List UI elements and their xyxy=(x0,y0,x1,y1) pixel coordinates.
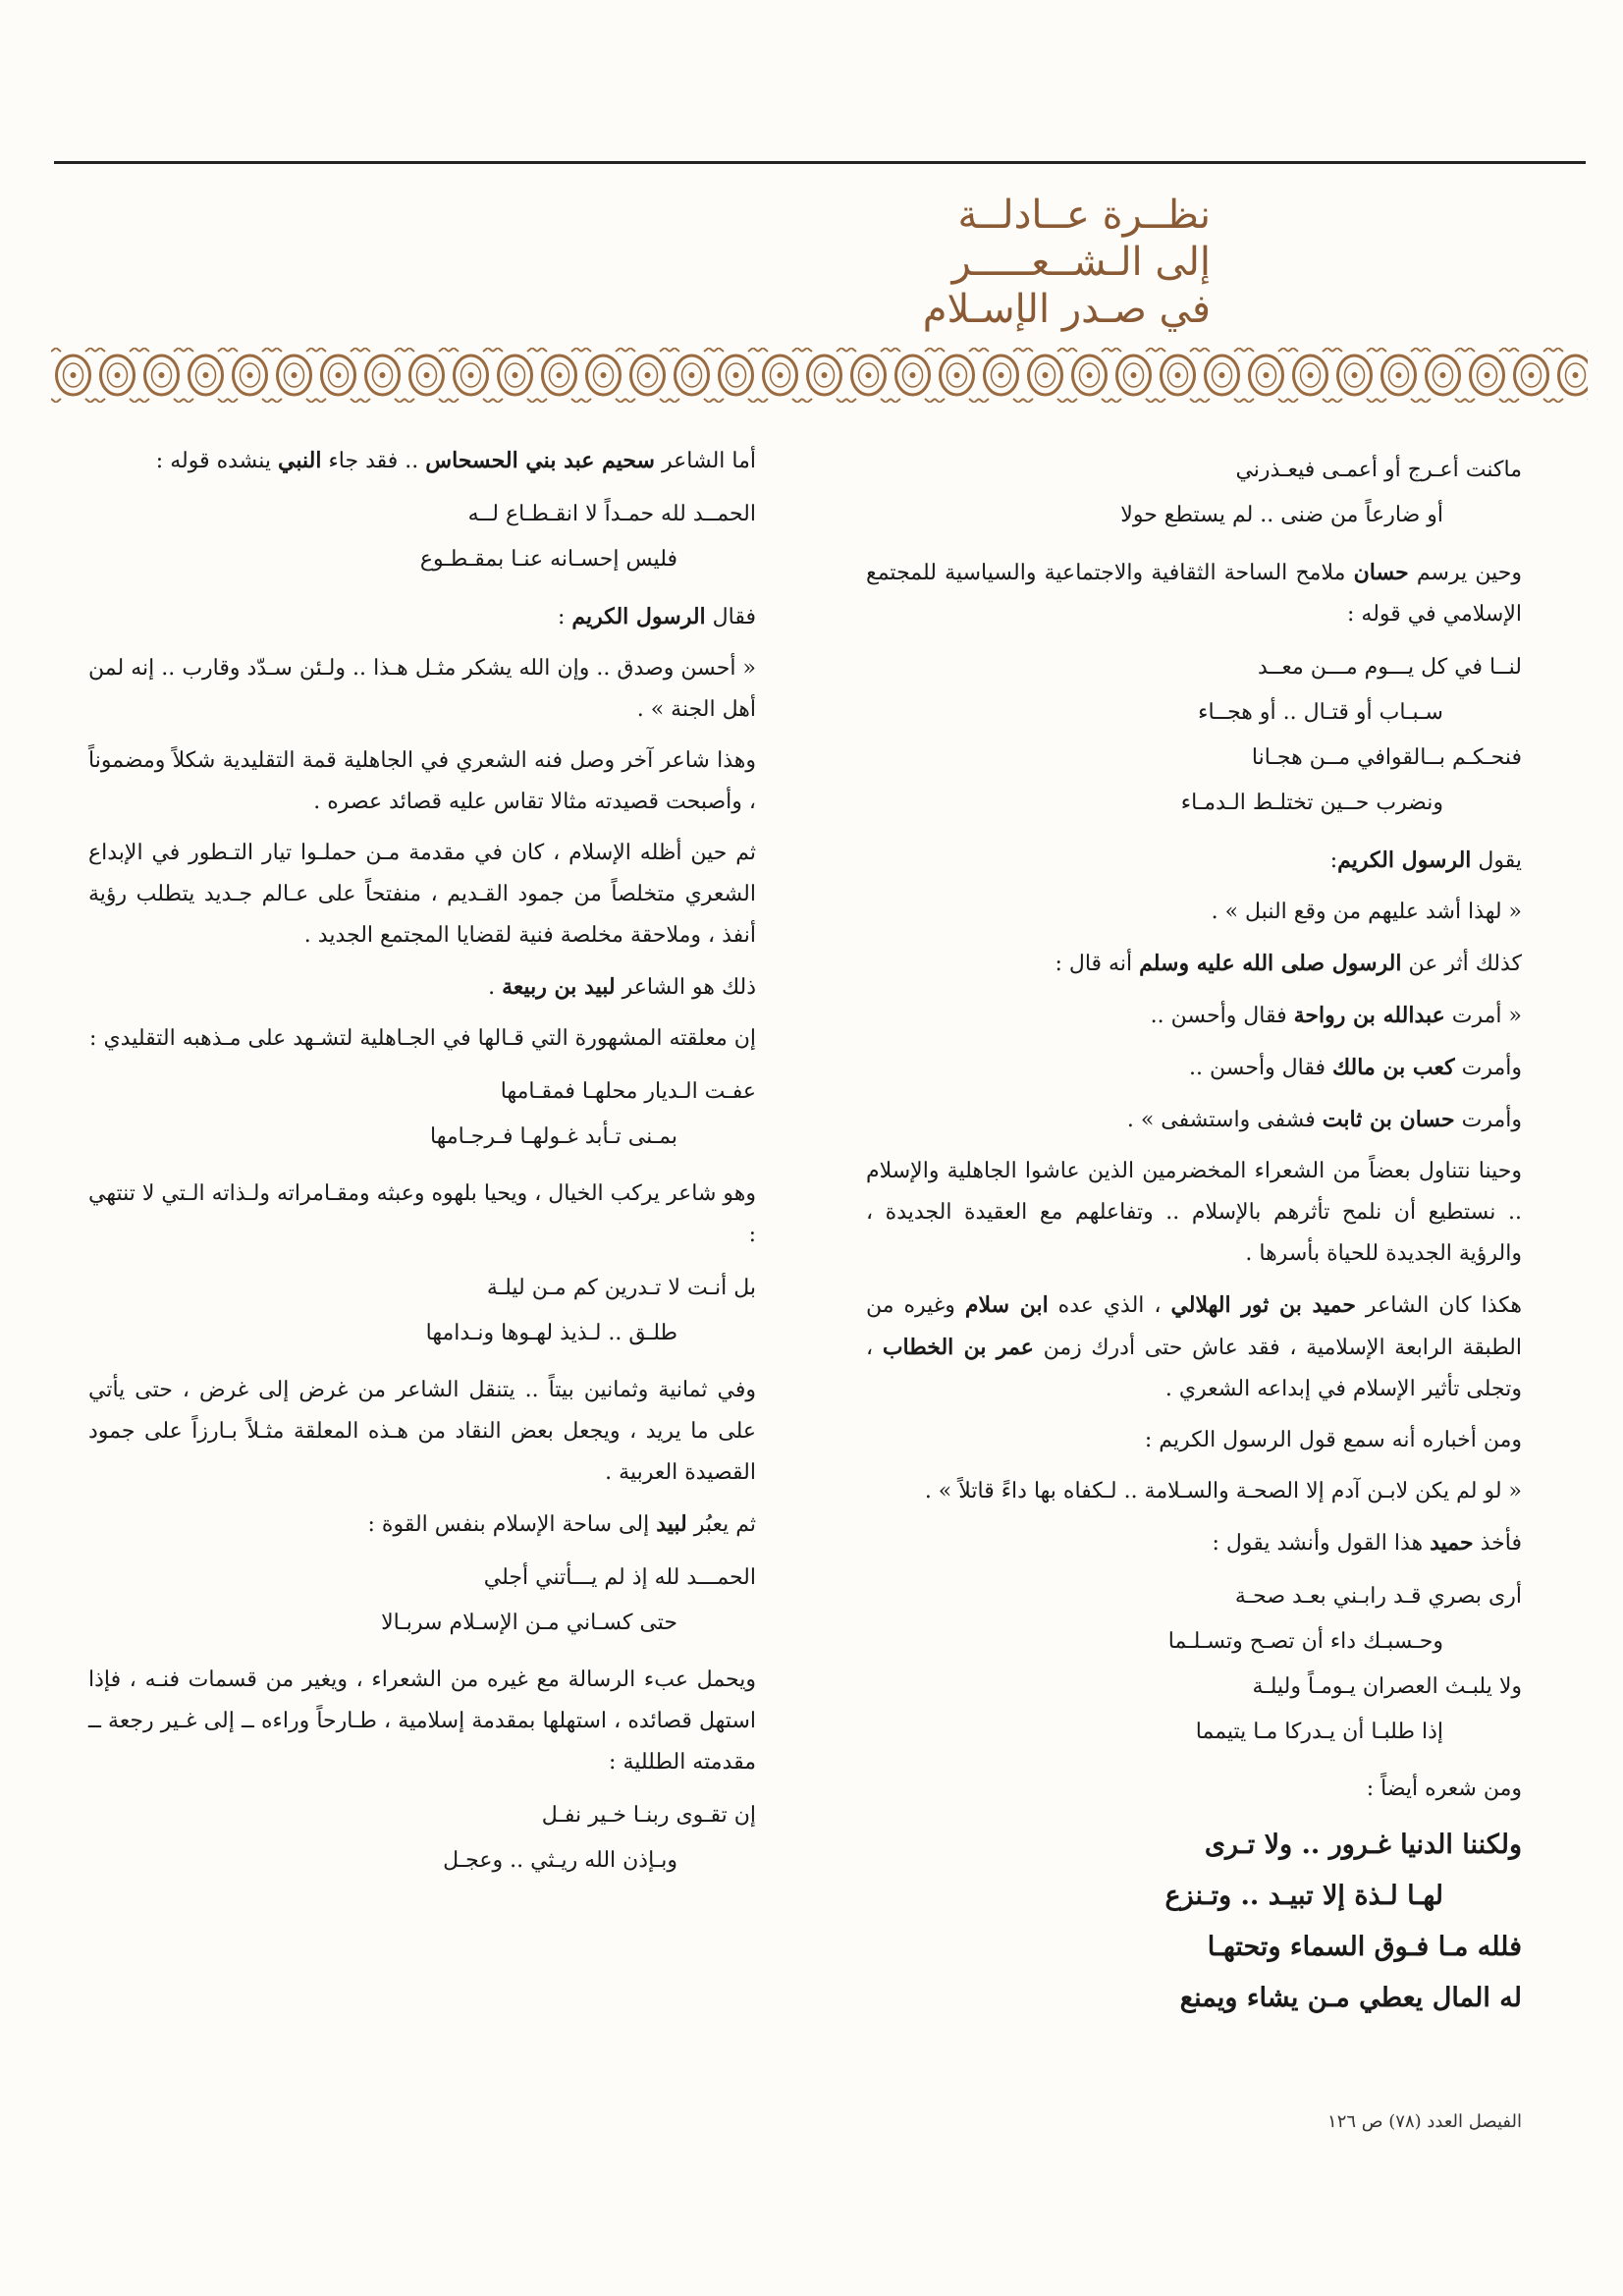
verse-line: وبـإذن الله ريـثي .. وعجـل xyxy=(443,1848,677,1873)
verse-block-4 xyxy=(866,1820,1522,2024)
verse-line: إن تقـوى ربنـا خـير نفـل xyxy=(541,1803,756,1828)
verse-line: عفـت الـديار محلهـا فمقـامها xyxy=(500,1079,756,1104)
text: ، الذي عده xyxy=(1048,1293,1171,1318)
verse-line: فلله مـا فـوق السماء وتحتهـا xyxy=(1207,1932,1522,1962)
text: فقال وأحسن .. xyxy=(1150,1004,1294,1028)
verse-line: لنــا في كل يـــوم مـــن معــد xyxy=(1257,655,1522,680)
verse-line: الحمــد لله حمـداً لا انقـطـاع لــه xyxy=(467,502,756,526)
verse-line: بل أنـت لا تـدرين كم مـن ليلـة xyxy=(486,1276,756,1300)
verse-line: سـبـاب أو قتـال .. أو هجــاء xyxy=(1198,700,1443,725)
text: ثم يعبُر xyxy=(686,1512,756,1537)
paragraph xyxy=(866,943,1522,985)
verse-line: فليس إحسـانه عنـا بمقـطـوع xyxy=(419,547,677,572)
article-title xyxy=(700,191,1211,333)
text: فقال وأحسن .. xyxy=(1189,1056,1333,1080)
text: وغيره من الطبقة الرابعة الإسلامية ، فقد عاش حتى أدرك زمن xyxy=(866,1293,1523,1360)
text: أما الشاعر xyxy=(655,449,756,473)
text: ملامح الساحة الثقافية والاجتماعية والسياسية للمجتمع الإسلامي في قوله : xyxy=(866,561,1522,627)
name: الرسول الكريم xyxy=(571,604,706,629)
paragraph xyxy=(866,1099,1522,1141)
top-rule xyxy=(54,161,1586,164)
paragraph: وحينا نتناول بعضاً من الشعراء المخضرمين الذين عاشوا الجاهلية والإسلام .. نستطيع أن نلمح تأثرهم بالإسلام .. وتفاعلهم مع العقيدة الجديدة ، والرؤية الجديدة للحياة بأسرها . xyxy=(866,1159,1522,1266)
name: حميد xyxy=(1430,1530,1474,1556)
text: وأمرت xyxy=(1454,1108,1522,1132)
verse-line: ماكنت أعـرج أو أعمـى فيعـذرني xyxy=(1235,458,1522,482)
quote: « أحسن وصدق .. وإن الله يشكر مثـل هـذا .. ولـئن سـدّد وقارب .. إنه لمن أهل الجنة » . xyxy=(88,656,756,722)
name: الرسول الكريم xyxy=(1337,847,1472,873)
name: كعب بن مالك xyxy=(1332,1055,1455,1080)
text: إلى ساحة الإسلام بنفس القوة : xyxy=(367,1512,657,1537)
verse-block-1 xyxy=(88,492,756,582)
verse-line: أرى بصري قـد رابـني بعـد صحـة xyxy=(1234,1584,1522,1609)
verse-block-3 xyxy=(88,1266,756,1356)
poet-name: حسان xyxy=(1353,560,1409,585)
verse-line: ولكننا الدنيا غـرور .. ولا تـرى xyxy=(1204,1830,1522,1860)
verse-line: ولا يلبـث العصران يـومـاً وليلـة xyxy=(1252,1674,1522,1699)
paragraph: وهذا شاعر آخر وصل فنه الشعري في الجاهلية قمة التقليدية شكلاً ومضموناً ، وأصبحت قصيدته مثالا تقاس عليه قصائد عصره . xyxy=(88,748,756,814)
right-column xyxy=(866,440,1522,2038)
paragraph xyxy=(88,596,756,638)
paragraph xyxy=(866,995,1522,1037)
ornamental-border xyxy=(51,348,1588,403)
verse-line: وحـسبـك داء أن تصـح وتسـلـما xyxy=(1167,1629,1443,1654)
name: حسان بن ثابت xyxy=(1322,1107,1455,1132)
quote: « لو لم يكن لابـن آدم إلا الصحـة والسـلامة .. لـكفاه بها داءً قاتلاً » . xyxy=(924,1479,1522,1503)
verse-line: حتى كسـاني مـن الإسـلام سربـالا xyxy=(381,1611,677,1635)
left-column xyxy=(88,440,756,1897)
text: : xyxy=(558,605,572,629)
verse-line: لهـا لـذة إلا تبيـد .. وتـنزع xyxy=(1164,1881,1443,1911)
verse-block-5 xyxy=(88,1793,756,1884)
verse-line: ونضرب حــين تختلـط الـدمـاء xyxy=(1180,791,1443,815)
paragraph: وهو شاعر يركب الخيال ، ويحيا بلهوه وعبثه ومقـامراته ولـذاته الـتي لا تنتهي : xyxy=(88,1181,756,1247)
text: هكذا كان الشاعر xyxy=(1355,1293,1523,1318)
text: ، وتجلى تأثير الإسلام في إبداعه الشعري . xyxy=(866,1336,1522,1401)
paragraph xyxy=(866,552,1522,635)
text: هذا القول وأنشد يقول : xyxy=(1212,1531,1431,1556)
name: حميد بن ثور الهلالي xyxy=(1170,1292,1356,1318)
paragraph: وفي ثمانية وثمانين بيتاً .. يتنقل الشاعر من غرض إلى غرض ، حتى يأتي على ما يريد ، ويجعل بعض النقاد من هـذه المعلقة مثـلاً بـارزاً على جمود القصيدة العربية . xyxy=(88,1378,756,1485)
paragraph xyxy=(88,966,756,1009)
page-footer: الفيصل العدد (٧٨) ص ١٢٦ xyxy=(1327,2111,1522,2132)
name: ابن سلام xyxy=(964,1292,1049,1318)
title-line-2: إلى الـشــعـــــر xyxy=(951,240,1211,285)
title-line-1: نظــرة عــادلــة xyxy=(957,192,1211,238)
name: لبيد xyxy=(656,1511,687,1537)
verse-block-3 xyxy=(866,1574,1522,1755)
text: ذلك هو الشاعر xyxy=(615,975,756,1000)
verse-block-2 xyxy=(866,645,1522,826)
verse-block-1 xyxy=(866,448,1522,538)
paragraph: ومن أخباره أنه سمع قول الرسول الكريم : xyxy=(1144,1428,1522,1452)
name: سحيم عبد بني الحسحاس xyxy=(425,448,655,473)
text: كذلك أثر عن xyxy=(1401,952,1522,976)
paragraph: إن معلقته المشهورة التي قـالها في الجـاهلية لتشـهد على مـذهبه التقليدي : xyxy=(89,1026,756,1051)
name: الرسول صلى الله عليه وسلم xyxy=(1139,951,1402,976)
paragraph xyxy=(88,440,756,482)
verse-line: طلـق .. لـذيذ لهـوها ونـدامها xyxy=(425,1321,677,1345)
paragraph xyxy=(866,840,1522,882)
text: . xyxy=(488,975,503,1000)
verse-line: بمـنى تـأبد غـولهـا فـرجـامها xyxy=(430,1124,677,1149)
verse-block-4 xyxy=(88,1556,756,1646)
text: وحين يرسم xyxy=(1408,561,1522,585)
verse-line: الحمـــد لله إذ لم يـــأتني أجلي xyxy=(483,1565,756,1590)
name: عبدالله بن رواحة xyxy=(1293,1003,1445,1028)
text: .. فقد جاء xyxy=(321,449,426,473)
text: أنه قال : xyxy=(1055,952,1140,976)
name: عمر بن الخطاب xyxy=(882,1335,1034,1360)
verse-line: أو ضارعاً من ضنى .. لم يستطع حولا xyxy=(1120,503,1443,527)
text: وأمرت xyxy=(1454,1056,1522,1080)
verse-line: فنحـكـم بــالقوافي مــن هجـانا xyxy=(1251,745,1522,770)
quote: « لهذا أشد عليهم من وقع النبل » . xyxy=(1211,900,1522,924)
verse-line: له المال يعطي مـن يشاء ويمنع xyxy=(1179,1983,1522,2013)
text: : xyxy=(1329,848,1338,873)
title-line-3: في صـدر الإسـلام xyxy=(922,287,1211,332)
text: فشفى واستشفى » . xyxy=(1126,1108,1323,1132)
text: يقول xyxy=(1471,848,1522,873)
paragraph xyxy=(866,1047,1522,1089)
paragraph xyxy=(866,1285,1522,1410)
paragraph xyxy=(88,1503,756,1546)
name: لبيد بن ربيعة xyxy=(502,974,616,1000)
paragraph: ثم حين أظله الإسلام ، كان في مقدمة مـن حملـوا تيار التـطور في الإبداع الشعري متخلصاً من جمود القـديم ، منفتحاً على عـالم جـديد يتطلب رؤية أنفذ ، وملاحقة مخلصة فنية لقضايا المجتمع الجديد . xyxy=(88,841,756,948)
text: « أمرت xyxy=(1444,1004,1522,1028)
verse-block-2 xyxy=(88,1069,756,1160)
text: ينشده قوله : xyxy=(155,449,279,473)
paragraph: ومن شعره أيضاً : xyxy=(1366,1777,1522,1801)
ornament-pattern xyxy=(51,348,1588,403)
text: فقال xyxy=(705,605,756,629)
paragraph xyxy=(866,1522,1522,1564)
paragraph: ويحمل عبء الرسالة مع غيره من الشعراء ، ويغير من قسمات فنـه ، فإذا استهل قصائده ، استهلها بمقدمة إسلامية ، طـارحاً وراءه ــ إلى غـير رجعة ــ مقدمته الطللية : xyxy=(88,1667,756,1775)
text: فأخذ xyxy=(1473,1531,1522,1556)
verse-line: إذا طلبـا أن يـدركا مـا يتيمما xyxy=(1195,1720,1443,1744)
name: النبي xyxy=(278,448,322,473)
